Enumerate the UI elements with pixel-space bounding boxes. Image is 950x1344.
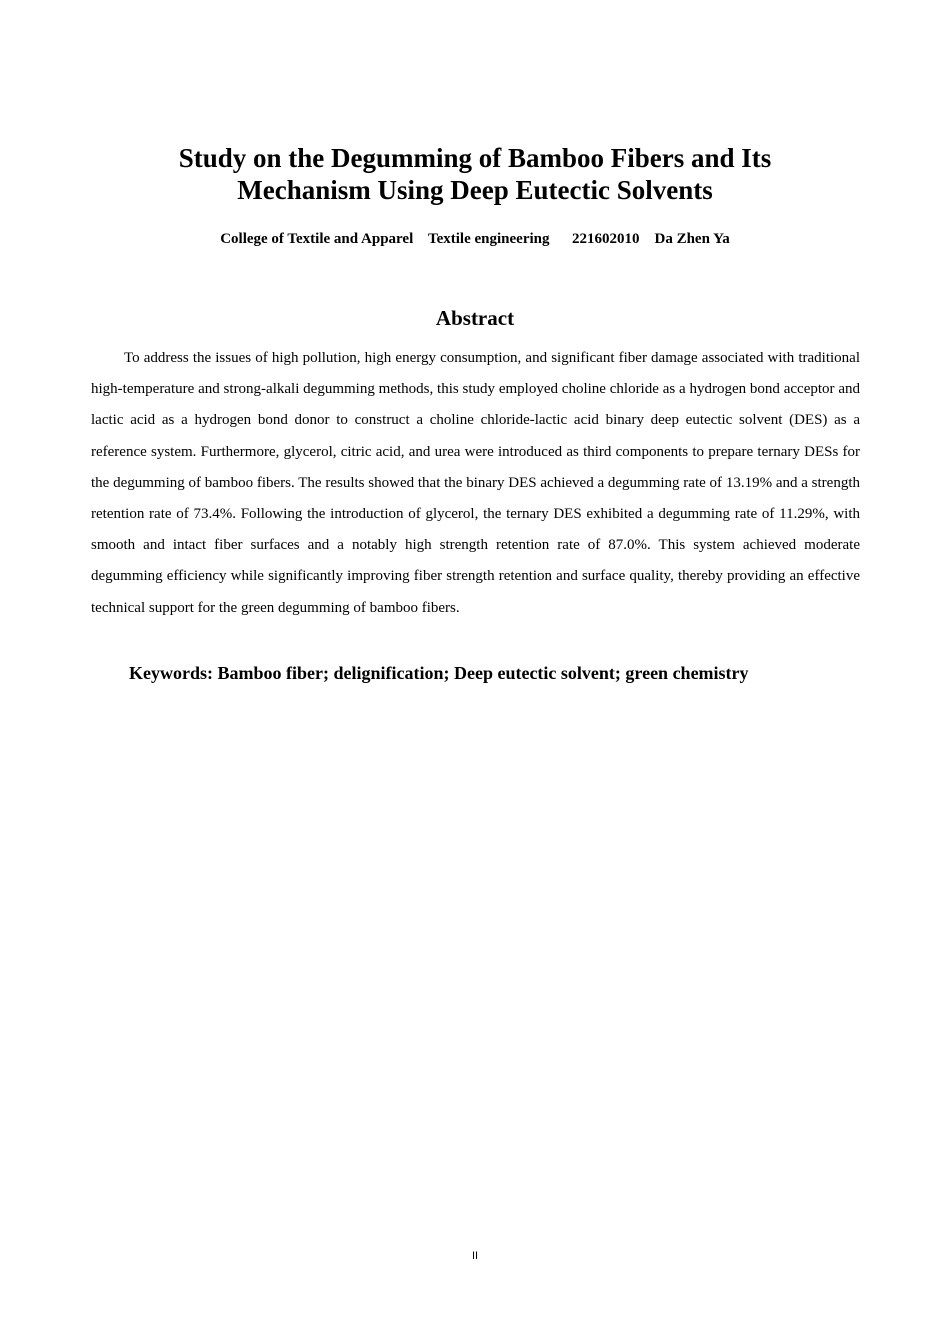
abstract-heading: Abstract [435,306,515,330]
author-affiliation-line: College of Textile and Apparel Textile engineering 221602010 Da Zhen Ya [220,231,730,247]
paper-title-line-2: Mechanism Using Deep Eutectic Solvents [237,175,713,205]
paper-title [90,142,860,206]
paper-title-line-1: Study on the Degumming of Bamboo Fibers and Its [178,143,772,173]
abstract-body: To address the issues of high pollution, high energy consumption, and significant fiber damage associated with traditional high-temperature and strong-alkali degumming methods, this study employed choline chloride as a hydrogen bond acceptor and lactic acid as a hydrogen bond donor to construct a choline chloride-lactic acid binary deep eutectic solvent (DES) as a reference system. Furthermore, glycerol, citric acid, and urea were introduced as third components to prepare ternary DESs for the degumming of bamboo fibers. The results showed that the binary DES achieved a degumming rate of 13.19% and a strength retention rate of 73.4%. Following the introduction of glycerol, the ternary DES exhibited a degumming rate of 11.29%, with smooth and intact fiber surfaces and a notably high strength retention rate of 87.0%. This system achieved moderate degumming efficiency while significantly improving fiber strength retention and surface quality, thereby providing an effective technical support for the green degumming of bamboo fibers. [91,350,860,616]
keywords-line: Keywords: Bamboo fiber; delignification; Deep eutectic solvent; green chemistry [129,663,749,683]
page-number: II [471,1250,479,1262]
